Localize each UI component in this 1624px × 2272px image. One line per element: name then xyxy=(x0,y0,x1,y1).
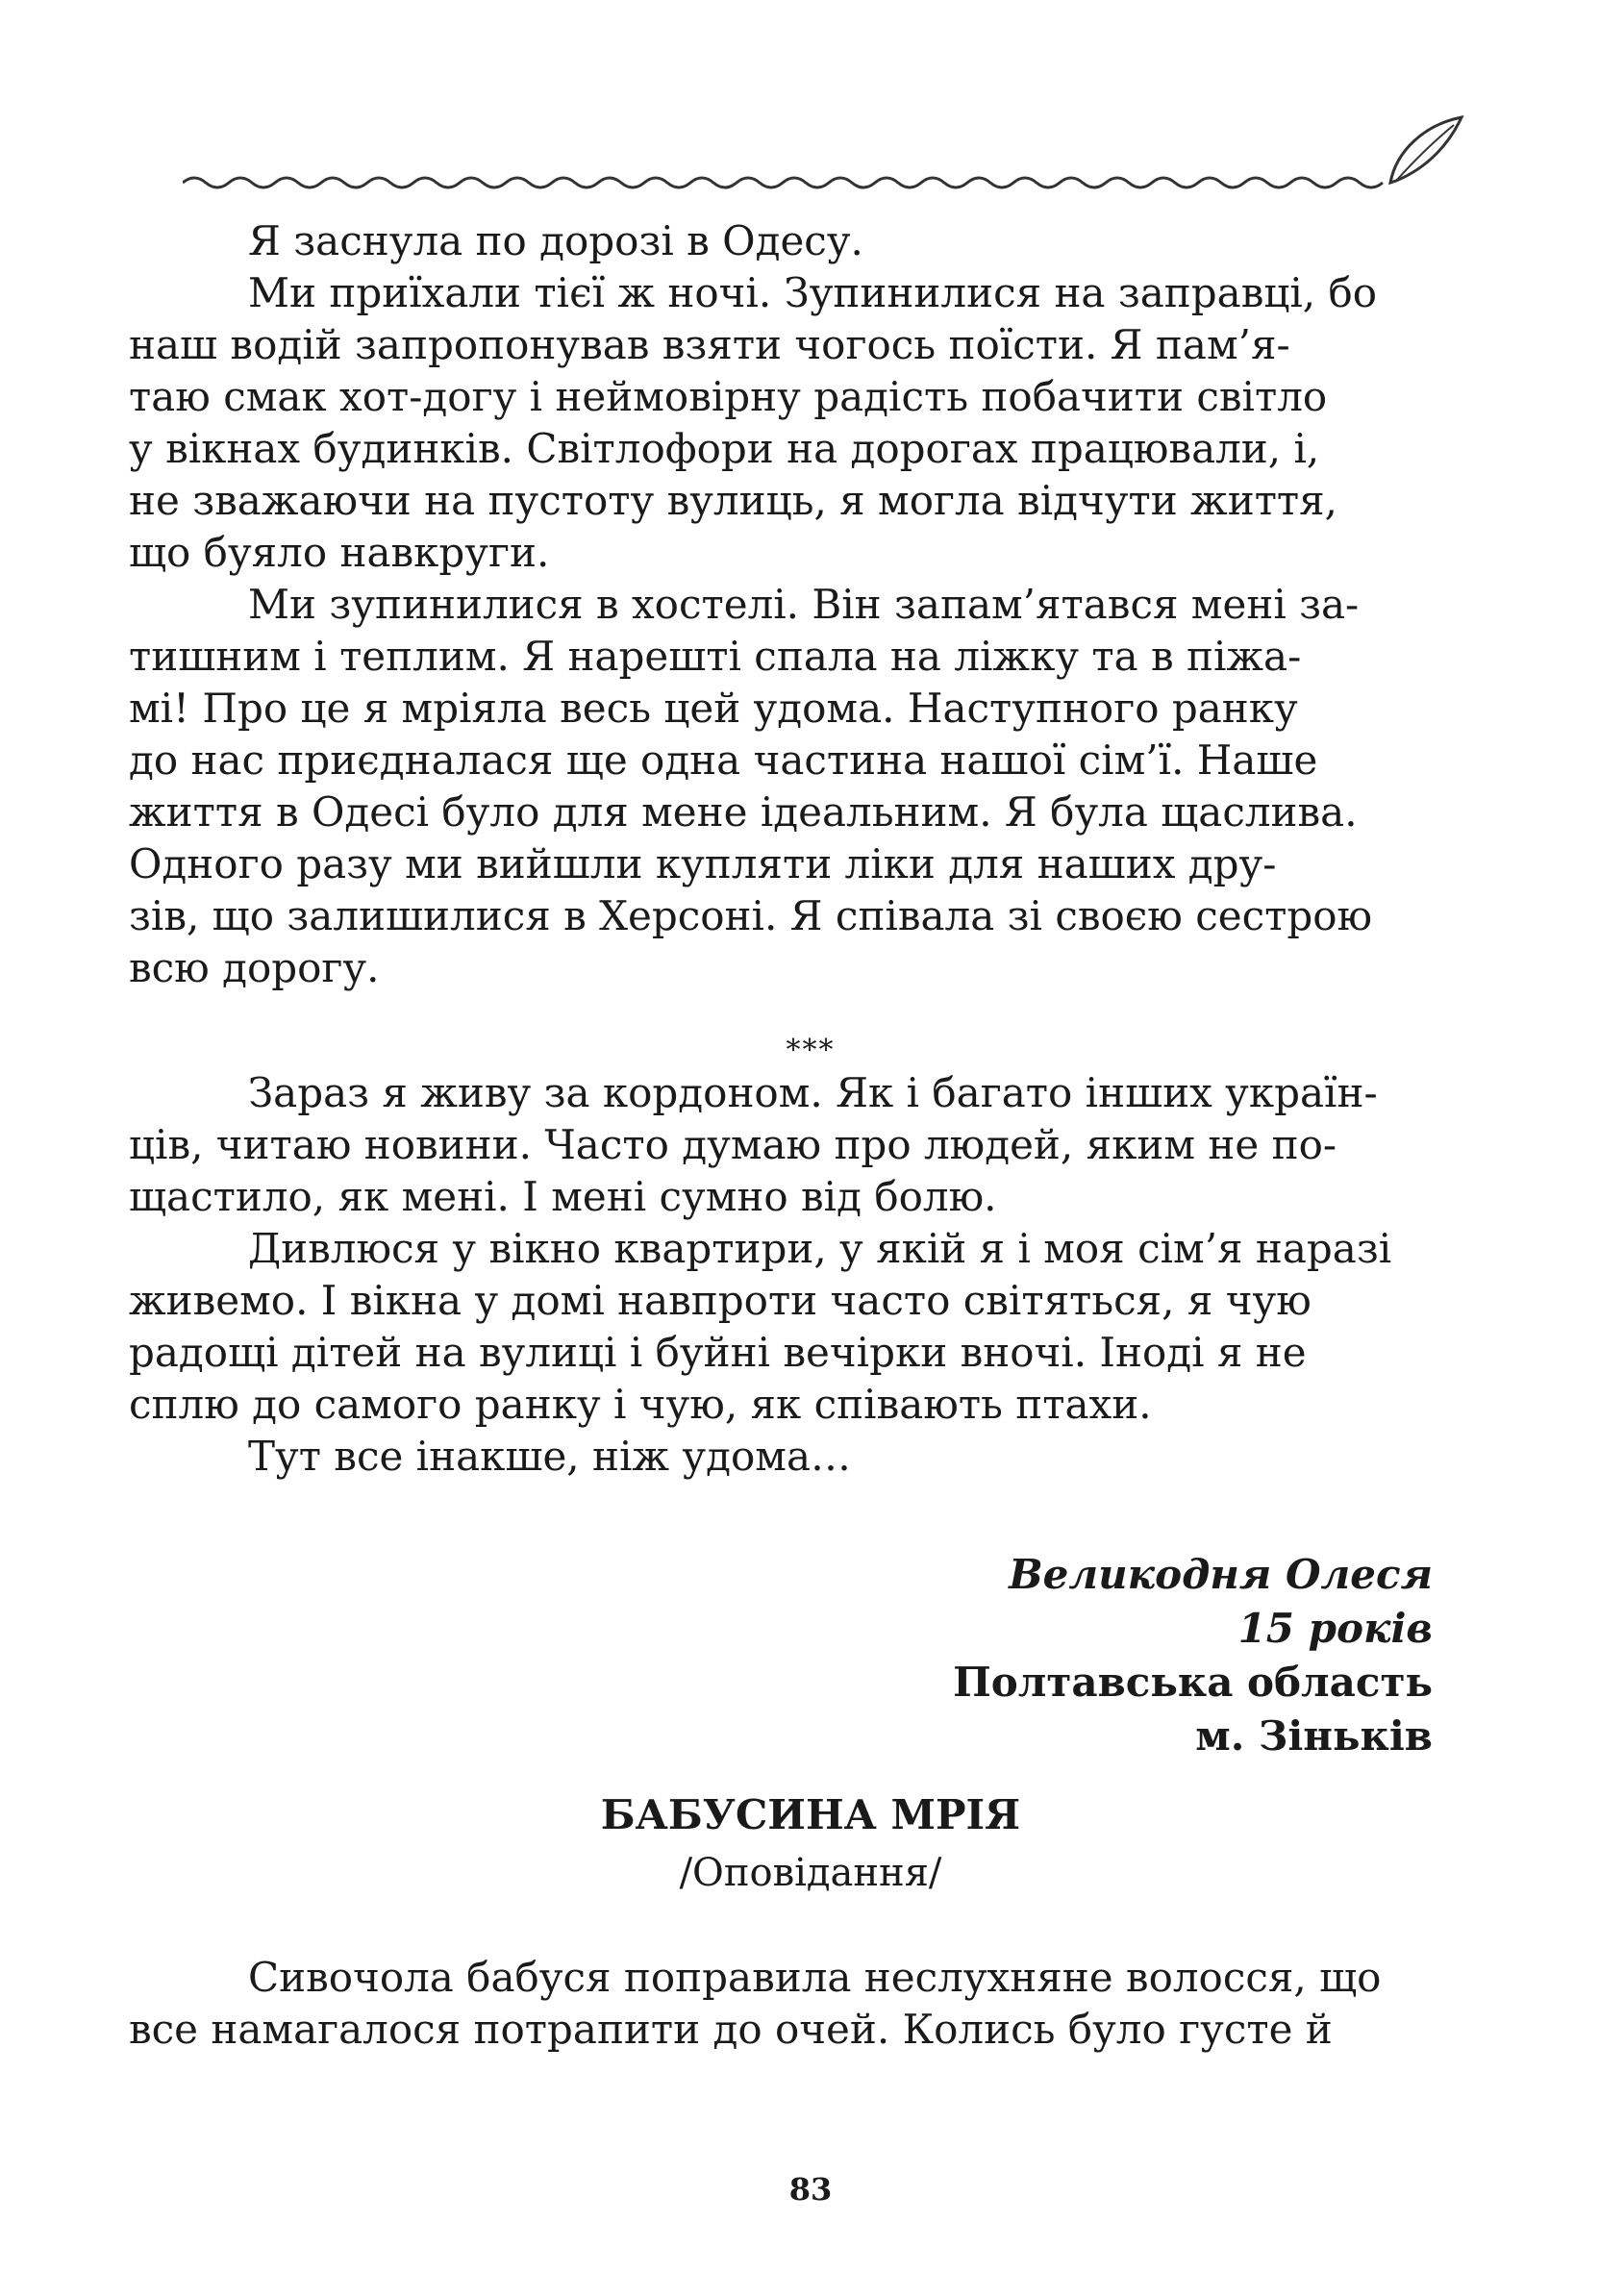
text-line: ців, читаю новини. Часто думаю про людей, яким не по- xyxy=(129,1121,1337,1168)
text-line: все намагалося потрапити до очей. Колись було густе й xyxy=(129,2006,1333,2053)
text-line: життя в Одесі було для мене ідеальним. Я була щаслива. xyxy=(129,788,1358,836)
section-separator: *** xyxy=(786,1034,836,1067)
page-number: 83 xyxy=(788,2171,833,2208)
paragraph xyxy=(129,267,1433,579)
text-line: таю смак хот-догу і неймовірну радість побачити світло xyxy=(129,373,1328,420)
text-line: Тут все інакше, ніж удома… xyxy=(248,1433,851,1480)
paragraph xyxy=(129,579,1433,994)
paragraph xyxy=(129,1952,1433,2056)
text-line: радощі дітей на вулиці і буйні вечірки вночі. Іноді я не xyxy=(129,1329,1307,1376)
text-line: всю дорогу. xyxy=(129,944,380,991)
text-line: Ми приїхали тієї ж ночі. Зупинилися на заправці, бо xyxy=(248,269,1378,316)
text-line: у вікнах будинків. Світлофори на дорогах працювали, і, xyxy=(129,425,1320,472)
paragraph xyxy=(129,1223,1433,1431)
text-line: Одного разу ми вийшли купляти ліки для наших дру- xyxy=(129,840,1277,887)
text-line: Ми зупинилися в хостелі. Він запам’ятався мені за- xyxy=(248,581,1360,628)
text-line: мі! Про це я мріяла весь цей удома. Наступного ранку xyxy=(129,685,1298,732)
text-line: Дивлюся у вікно квартири, у якій я і моя сім’я наразі xyxy=(248,1225,1392,1272)
text-line: Сивочола бабуся поправила неслухняне волосся, що xyxy=(248,1954,1382,2001)
paragraph xyxy=(188,1431,1433,1483)
paragraph xyxy=(188,215,1433,267)
text-line: щастило, як мені. І мені сумно від болю. xyxy=(129,1173,997,1220)
story-title: БАБУСИНА МРІЯ xyxy=(600,1791,1021,1838)
text-line: до нас приєдналася ще одна частина нашої сім’ї. Наше xyxy=(129,737,1318,784)
text-block-2 xyxy=(129,1067,1433,1483)
text-line: наш водій запропонував взяти чогось поїсти. Я пам’я- xyxy=(129,321,1290,368)
text-line: тишним і теплим. Я нарешті спала на ліжку та в піжа- xyxy=(129,633,1302,680)
text-line: Зараз я живу за кордоном. Як і багато інших україн- xyxy=(248,1069,1378,1116)
text-line: зів, що залишилися в Херсоні. Я співала зі своєю сестрою xyxy=(129,892,1373,939)
text-line: сплю до самого ранку і чую, як співають птахи. xyxy=(129,1381,1152,1428)
text-line: що буяло навкруги. xyxy=(129,529,550,576)
author-signature xyxy=(953,1548,1433,1763)
author-age: 15 років xyxy=(1237,1605,1433,1652)
text-block-1 xyxy=(129,215,1433,994)
text-block-3 xyxy=(129,1952,1433,2056)
story-subtitle: /Оповідання/ xyxy=(679,1851,942,1895)
quill-wave-divider-icon xyxy=(183,113,1471,200)
text-line: Я заснула по дорозі в Одесу. xyxy=(248,217,863,264)
text-line: не зважаючи на пустоту вулиць, я могла відчути життя, xyxy=(129,477,1338,524)
author-region: Полтавська область xyxy=(953,1659,1433,1706)
paragraph xyxy=(129,1067,1433,1223)
author-name: Великодня Олеся xyxy=(1009,1551,1433,1598)
author-city: м. Зіньків xyxy=(1195,1712,1433,1760)
text-line: живемо. І вікна у домі навпроти часто світяться, я чую xyxy=(129,1277,1312,1324)
